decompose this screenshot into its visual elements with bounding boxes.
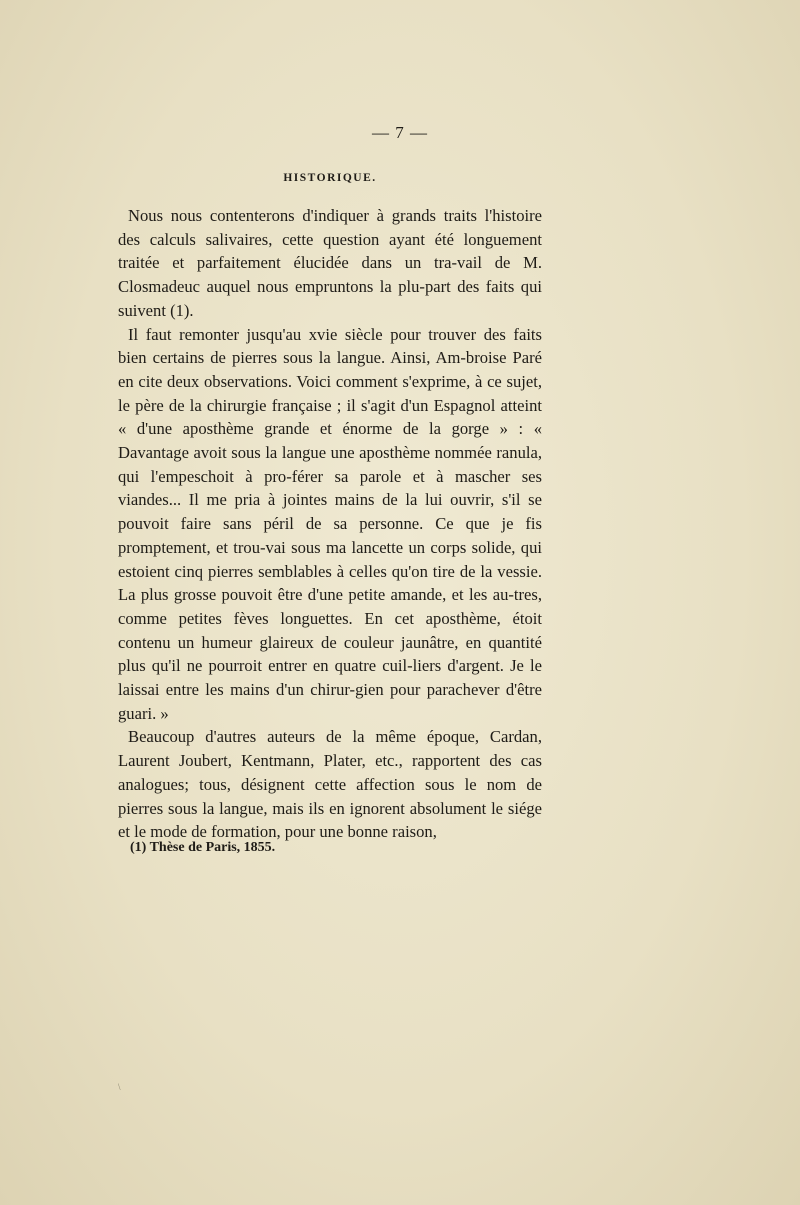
body-text: [118, 204, 542, 844]
margin-mark: \: [118, 1082, 121, 1092]
footnote: (1) Thèse de Paris, 1855.: [130, 840, 276, 855]
paragraph-3: Beaucoup d'autres auteurs de la même époque, Cardan, Laurent Joubert, Kentmann, Plater, etc., rapportent des cas analogues; tous, désignent cette affection sous le nom de pierres sous la langue, mais ils en ignorent absolument le siége et le mode de formation, pour une bonne raison,: [118, 727, 542, 842]
page-number: — 7 —: [372, 123, 428, 142]
paragraph-1: Nous nous contenterons d'indiquer à grands traits l'histoire des calculs salivaires, cette question ayant été longuement traitée et parfaitement élucidée dans un tra-vail de M. Closmadeuc auquel nous empruntons la plu-part des faits qui suivent (1).: [118, 206, 542, 320]
section-heading: HISTORIQUE.: [283, 172, 377, 184]
paragraph-2: Il faut remonter jusqu'au xvie siècle pour trouver des faits bien certains de pierres sous la langue. Ainsi, Am-broise Paré en cite deux observations. Voici comment s'exprime, à ce sujet, le père de la chirurgie française ; il s'agit d'un Espagnol atteint « d'une aposthème grande et énorme de la gorge » : « Davantage avoit sous la langue une aposthème nommée ranula, qui l'empeschoit à pro-férer sa parole et à mascher ses viandes... Il me pria à jointes mains de la lui ouvrir, s'il se pouvoit faire sans péril de sa personne. Ce que je fis promptement, et trou-vai sous ma lancette un corps solide, qui estoient cinq pierres semblables à celles qu'on tire de la vessie. La plus grosse pouvoit être d'une petite amande, et les au-tres, comme petites fèves longuettes. En cet aposthème, étoit contenu un humeur glaireux de couleur jaunâtre, en quantité plus qu'il ne pourroit entrer en quatre cuil-liers d'argent. Je le laissai entre les mains d'un chirur-gien pour parachever d'être guari. »: [118, 324, 542, 723]
